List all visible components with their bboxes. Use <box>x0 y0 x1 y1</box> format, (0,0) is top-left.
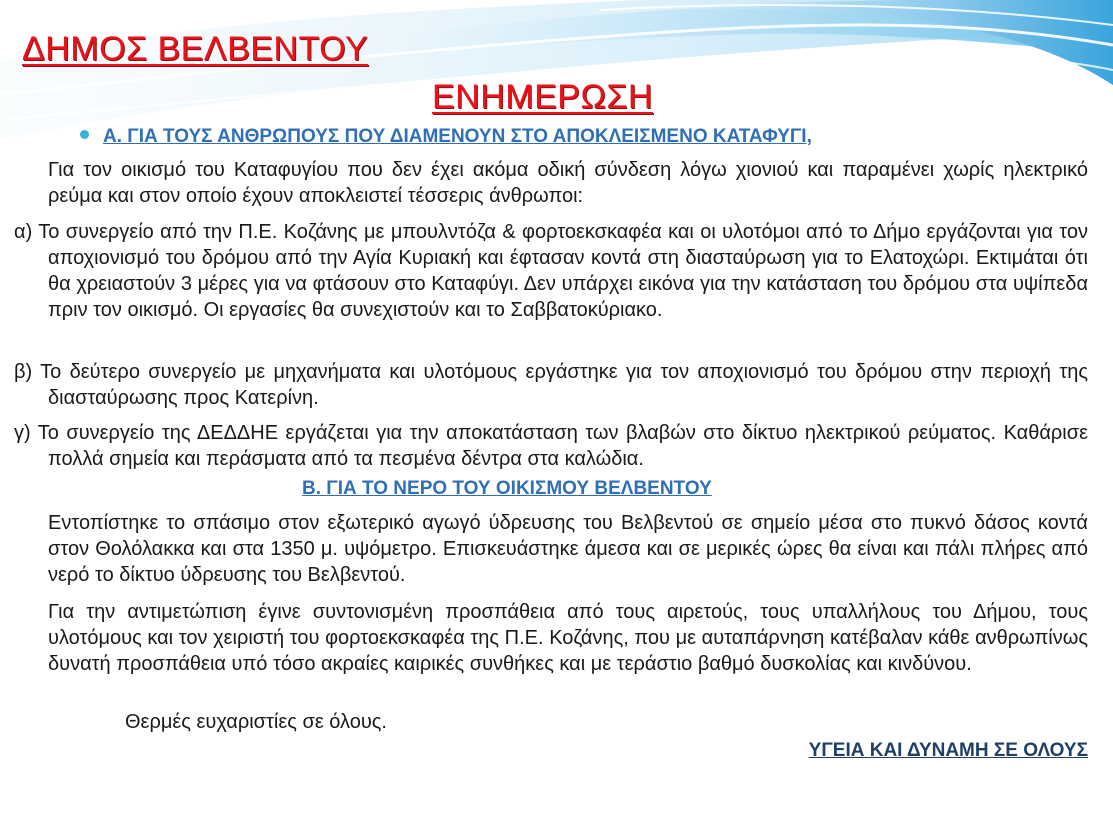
section-b-heading: Β. ΓΙΑ ΤΟ ΝΕΡΟ ΤΟΥ ΟΙΚΙΣΜΟΥ ΒΕΛΒΕΝΤΟΥ <box>302 478 712 499</box>
closing-slogan: ΥΓΕΙΑ ΚΑΙ ΔΥΝΑΜΗ ΣΕ ΟΛΟΥΣ <box>808 740 1088 761</box>
bullet-icon <box>80 130 89 139</box>
section-a-intro: Για τον οικισμό του Καταφυγίου που δεν έχει ακόμα οδική σύνδεση λόγω χιονιού και παραμένει χωρίς ηλεκτρικό ρεύμα και στον οποίο έχουν αποκλειστεί τέσσερις άνθρωποι: <box>48 159 1088 207</box>
thanks-text: Θερμές ευχαριστίες σε όλους. <box>125 711 387 733</box>
main-title: ΕΝΗΜΕΡΩΣΗ <box>432 78 653 116</box>
section-b-paragraph-effort: Για την αντιμετώπιση έγινε συντονισμένη προσπάθεια από τους αιρετούς, τους υπαλλήλους του Δήμου, τους υλοτόμους και τον χειριστή του φορτοεκσκαφέα της Π.Ε. Κοζάνης, που με αυταπάρνηση κατέβαλαν κάθε ανθρωπίνως δυνατή προσπάθεια υπό τόσο ακραίες καιρικές συνθήκες και με τεράστιο βαθμό δυσκολίας και κινδύνου. <box>48 601 1088 675</box>
section-a-item-alpha: α) Το συνεργείο από την Π.Ε. Κοζάνης με μπουλντόζα & φορτοεκσκαφέα και οι υλοτόμοι από το Δήμο εργάζονται για τον αποχιονισμό του δρόμου από την Αγία Κυριακή και έφτασαν κοντά στη διασταύρωση για το Ελατοχώρι. Εκτιμάται ότι θα χρειαστούν 3 μέρες για να φτάσουν στο Καταφύγι. Δεν υπάρχει εικόνα για την κατάσταση του δρόμου στα υψίπεδα πριν τον οικισμό. Οι εργασίες θα συνεχιστούν και το Σαββατοκύριακο. <box>14 221 1088 321</box>
org-title: ΔΗΜΟΣ ΒΕΛΒΕΝΤΟΥ <box>22 30 369 68</box>
section-a-heading <box>80 126 812 148</box>
section-a-item-gamma: γ) Το συνεργείο της ΔΕΔΔΗΕ εργάζεται για την αποκατάσταση των βλαβών στο δίκτυο ηλεκτρικού ρεύματος. Καθάρισε πολλά σημεία και περάσματα από τα πεσμένα δέντρα στα καλώδια. <box>14 422 1088 470</box>
section-a-heading-text: Α. ΓΙΑ ΤΟΥΣ ΑΝΘΡΩΠΟΥΣ ΠΟΥ ΔΙΑΜΕΝΟΥΝ ΣΤΟ ΑΠΟΚΛΕΙΣΜΕΝΟ ΚΑΤΑΦΥΓΙ, <box>103 126 812 147</box>
section-a-item-beta: β) Το δεύτερο συνεργείο με μηχανήματα και υλοτόμους εργάστηκε για τον αποχιονισμό του δρόμου στην περιοχή της διασταύρωσης προς Κατερίνη. <box>14 361 1088 409</box>
section-b-paragraph-repair: Εντοπίστηκε το σπάσιμο στον εξωτερικό αγωγό ύδρευσης του Βελβεντού σε σημείο μέσα στο πυκνό δάσος κοντά στον Θολόλακκα και στα 1350 μ. υψόμετρο. Επισκευάστηκε άμεσα και σε μερικές ώρες θα είναι και πάλι πλήρες από νερό το δίκτυο ύδρευσης του Βελβεντού. <box>48 512 1088 586</box>
